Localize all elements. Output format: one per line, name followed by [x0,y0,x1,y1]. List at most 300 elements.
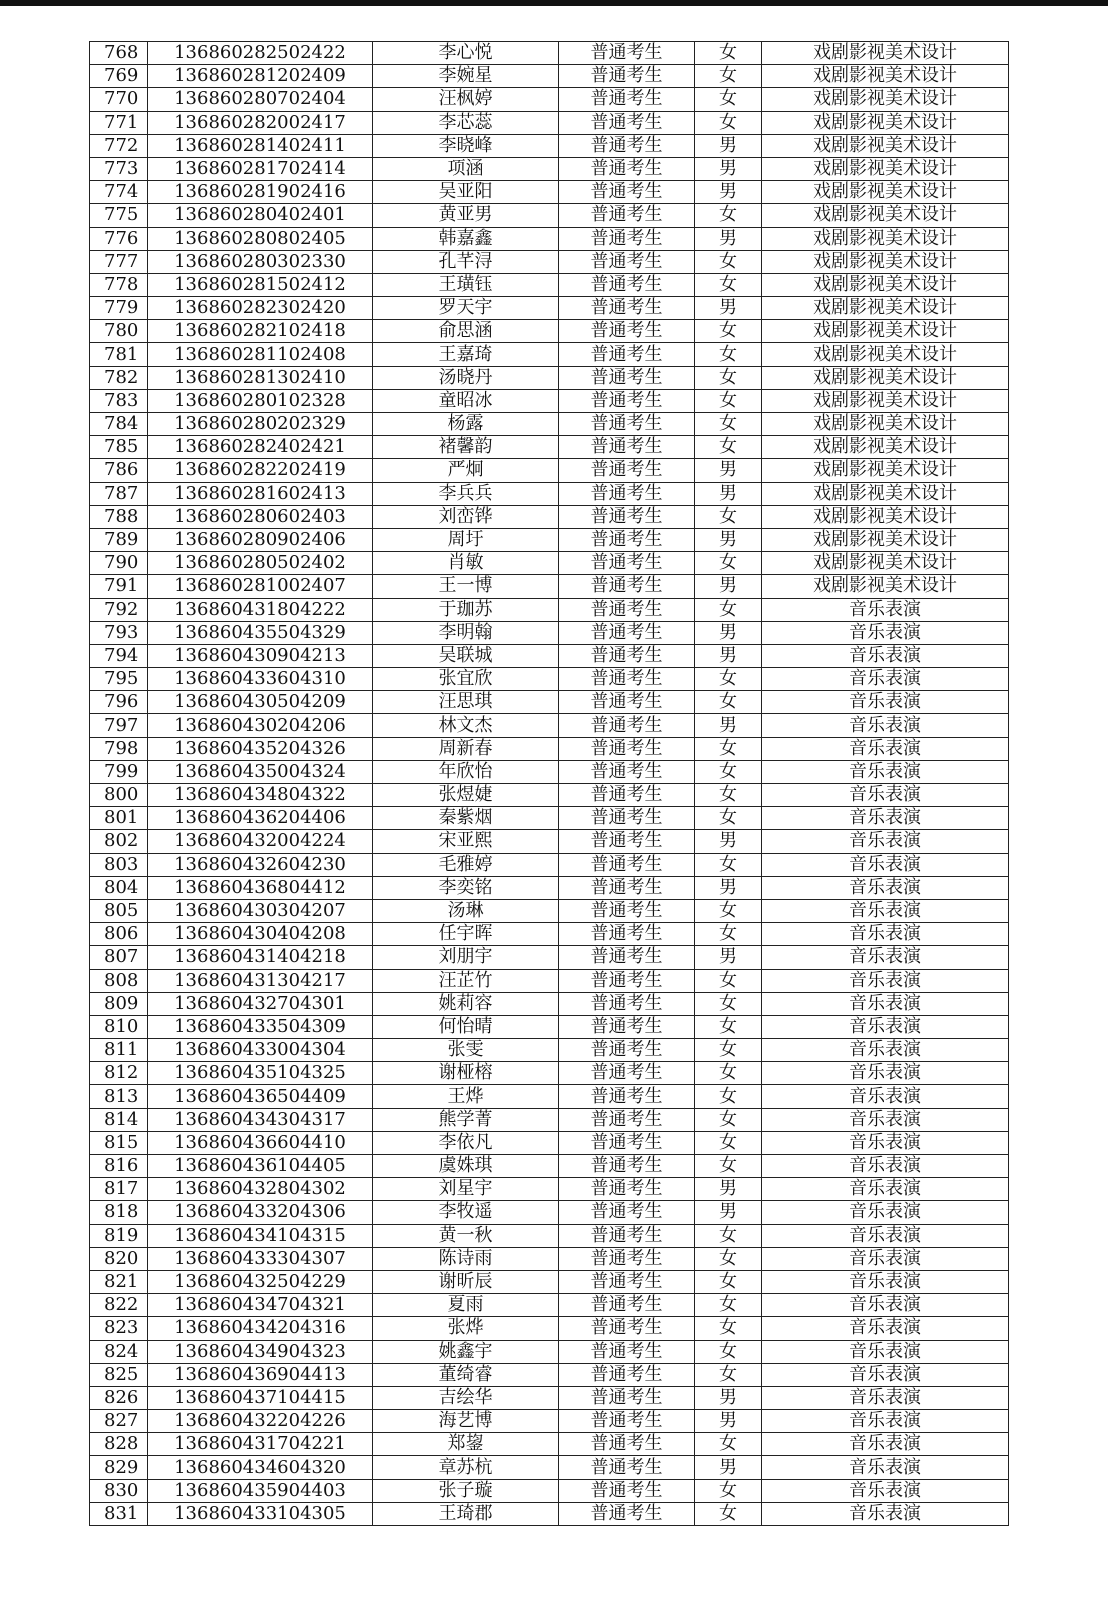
row-number-cell: 773 [90,157,148,180]
top-border-rule [0,0,1108,6]
candidate-name-cell: 姚莉容 [373,992,559,1015]
major-cell: 音乐表演 [762,1363,1009,1386]
candidate-type-cell: 普通考生 [559,807,695,830]
gender-cell: 男 [695,181,762,204]
candidate-type-cell: 普通考生 [559,1085,695,1108]
table-row [90,88,1009,111]
gender-cell: 男 [695,157,762,180]
major-cell: 音乐表演 [762,1178,1009,1201]
admission-list-table [89,41,1009,1526]
table-row [90,1410,1009,1433]
candidate-id-cell: 136860431304217 [148,969,373,992]
candidate-name-cell: 刘星宇 [373,1178,559,1201]
gender-cell: 女 [695,1062,762,1085]
candidate-id-cell: 136860281602413 [148,482,373,505]
gender-cell: 女 [695,1108,762,1131]
major-cell: 戏剧影视美术设计 [762,366,1009,389]
candidate-id-cell: 136860281002407 [148,575,373,598]
row-number-cell: 793 [90,621,148,644]
row-number-cell: 796 [90,691,148,714]
gender-cell: 男 [695,575,762,598]
candidate-name-cell: 李明翰 [373,621,559,644]
major-cell: 音乐表演 [762,853,1009,876]
candidate-id-cell: 136860434104315 [148,1224,373,1247]
candidate-id-cell: 136860434204316 [148,1317,373,1340]
major-cell: 戏剧影视美术设计 [762,528,1009,551]
candidate-name-cell: 孔芊浔 [373,250,559,273]
candidate-name-cell: 张雯 [373,1039,559,1062]
major-cell: 音乐表演 [762,714,1009,737]
candidate-type-cell: 普通考生 [559,1340,695,1363]
candidate-name-cell: 吉绘华 [373,1386,559,1409]
major-cell: 音乐表演 [762,784,1009,807]
row-number-cell: 802 [90,830,148,853]
table-row [90,1062,1009,1085]
major-cell: 戏剧影视美术设计 [762,575,1009,598]
candidate-name-cell: 熊学菁 [373,1108,559,1131]
candidate-name-cell: 李依凡 [373,1131,559,1154]
candidate-name-cell: 俞思涵 [373,320,559,343]
candidate-id-cell: 136860280402401 [148,204,373,227]
table-row [90,1131,1009,1154]
candidate-type-cell: 普通考生 [559,969,695,992]
table-body [90,42,1009,1526]
candidate-id-cell: 136860437104415 [148,1386,373,1409]
table-row [90,1270,1009,1293]
gender-cell: 男 [695,621,762,644]
table-row [90,668,1009,691]
table-row [90,65,1009,88]
candidate-name-cell: 张烨 [373,1317,559,1340]
candidate-type-cell: 普通考生 [559,853,695,876]
table-row [90,969,1009,992]
row-number-cell: 780 [90,320,148,343]
candidate-name-cell: 章苏杭 [373,1456,559,1479]
candidate-name-cell: 刘峦铧 [373,505,559,528]
table-row [90,436,1009,459]
major-cell: 音乐表演 [762,1340,1009,1363]
candidate-type-cell: 普通考生 [559,1247,695,1270]
table-row [90,830,1009,853]
major-cell: 音乐表演 [762,969,1009,992]
table-row [90,1294,1009,1317]
candidate-name-cell: 童昭冰 [373,389,559,412]
candidate-id-cell: 136860280702404 [148,88,373,111]
row-number-cell: 821 [90,1270,148,1293]
gender-cell: 男 [695,876,762,899]
major-cell: 音乐表演 [762,1015,1009,1038]
candidate-type-cell: 普通考生 [559,250,695,273]
table-row [90,598,1009,621]
candidate-type-cell: 普通考生 [559,65,695,88]
gender-cell: 男 [695,714,762,737]
table-row [90,42,1009,65]
table-row [90,714,1009,737]
candidate-type-cell: 普通考生 [559,88,695,111]
table-row [90,459,1009,482]
candidate-id-cell: 136860434304317 [148,1108,373,1131]
major-cell: 戏剧影视美术设计 [762,134,1009,157]
row-number-cell: 830 [90,1479,148,1502]
row-number-cell: 775 [90,204,148,227]
candidate-type-cell: 普通考生 [559,830,695,853]
table-row [90,181,1009,204]
candidate-name-cell: 肖敏 [373,552,559,575]
gender-cell: 女 [695,899,762,922]
candidate-type-cell: 普通考生 [559,1178,695,1201]
candidate-id-cell: 136860281102408 [148,343,373,366]
table-row [90,1201,1009,1224]
candidate-type-cell: 普通考生 [559,42,695,65]
candidate-id-cell: 136860280602403 [148,505,373,528]
row-number-cell: 785 [90,436,148,459]
candidate-id-cell: 136860436804412 [148,876,373,899]
candidate-name-cell: 李兵兵 [373,482,559,505]
row-number-cell: 779 [90,297,148,320]
candidate-name-cell: 谢桠榕 [373,1062,559,1085]
candidate-type-cell: 普通考生 [559,1410,695,1433]
candidate-name-cell: 李奕铭 [373,876,559,899]
candidate-type-cell: 普通考生 [559,1386,695,1409]
gender-cell: 女 [695,111,762,134]
major-cell: 音乐表演 [762,876,1009,899]
gender-cell: 男 [695,227,762,250]
table-row [90,737,1009,760]
candidate-type-cell: 普通考生 [559,343,695,366]
candidate-name-cell: 虞姝琪 [373,1155,559,1178]
row-number-cell: 770 [90,88,148,111]
major-cell: 音乐表演 [762,923,1009,946]
major-cell: 戏剧影视美术设计 [762,505,1009,528]
candidate-name-cell: 王烨 [373,1085,559,1108]
table-row [90,505,1009,528]
candidate-id-cell: 136860432004224 [148,830,373,853]
row-number-cell: 825 [90,1363,148,1386]
gender-cell: 女 [695,1363,762,1386]
table-row [90,297,1009,320]
gender-cell: 女 [695,784,762,807]
gender-cell: 女 [695,273,762,296]
candidate-id-cell: 136860281302410 [148,366,373,389]
major-cell: 音乐表演 [762,1294,1009,1317]
candidate-id-cell: 136860434604320 [148,1456,373,1479]
candidate-type-cell: 普通考生 [559,737,695,760]
gender-cell: 女 [695,88,762,111]
row-number-cell: 782 [90,366,148,389]
table-row [90,876,1009,899]
candidate-type-cell: 普通考生 [559,366,695,389]
candidate-id-cell: 136860436604410 [148,1131,373,1154]
candidate-id-cell: 136860280902406 [148,528,373,551]
gender-cell: 男 [695,1178,762,1201]
candidate-type-cell: 普通考生 [559,760,695,783]
major-cell: 音乐表演 [762,1456,1009,1479]
candidate-name-cell: 海艺博 [373,1410,559,1433]
row-number-cell: 815 [90,1131,148,1154]
row-number-cell: 790 [90,552,148,575]
major-cell: 戏剧影视美术设计 [762,389,1009,412]
candidate-type-cell: 普通考生 [559,1502,695,1525]
candidate-type-cell: 普通考生 [559,320,695,343]
candidate-name-cell: 周新春 [373,737,559,760]
candidate-type-cell: 普通考生 [559,946,695,969]
major-cell: 音乐表演 [762,1062,1009,1085]
gender-cell: 女 [695,1294,762,1317]
row-number-cell: 772 [90,134,148,157]
row-number-cell: 831 [90,1502,148,1525]
major-cell: 音乐表演 [762,737,1009,760]
table-row [90,899,1009,922]
gender-cell: 男 [695,644,762,667]
table-row [90,250,1009,273]
row-number-cell: 822 [90,1294,148,1317]
candidate-type-cell: 普通考生 [559,505,695,528]
candidate-name-cell: 毛雅婷 [373,853,559,876]
major-cell: 戏剧影视美术设计 [762,320,1009,343]
gender-cell: 女 [695,668,762,691]
candidate-name-cell: 汪枫婷 [373,88,559,111]
candidate-id-cell: 136860433004304 [148,1039,373,1062]
gender-cell: 女 [695,1085,762,1108]
candidate-id-cell: 136860434904323 [148,1340,373,1363]
row-number-cell: 799 [90,760,148,783]
candidate-name-cell: 黄一秋 [373,1224,559,1247]
candidate-id-cell: 136860433604310 [148,668,373,691]
candidate-id-cell: 136860432604230 [148,853,373,876]
candidate-type-cell: 普通考生 [559,204,695,227]
row-number-cell: 829 [90,1456,148,1479]
row-number-cell: 774 [90,181,148,204]
candidate-type-cell: 普通考生 [559,598,695,621]
table-row [90,552,1009,575]
candidate-name-cell: 杨露 [373,413,559,436]
candidate-name-cell: 李婉星 [373,65,559,88]
major-cell: 音乐表演 [762,1039,1009,1062]
candidate-name-cell: 罗天宇 [373,297,559,320]
gender-cell: 女 [695,598,762,621]
gender-cell: 女 [695,436,762,459]
table-row [90,1502,1009,1525]
candidate-id-cell: 136860434804322 [148,784,373,807]
table-row [90,1363,1009,1386]
table-row [90,760,1009,783]
row-number-cell: 826 [90,1386,148,1409]
candidate-type-cell: 普通考生 [559,1456,695,1479]
table-row [90,644,1009,667]
row-number-cell: 795 [90,668,148,691]
major-cell: 音乐表演 [762,1085,1009,1108]
row-number-cell: 789 [90,528,148,551]
row-number-cell: 788 [90,505,148,528]
major-cell: 戏剧影视美术设计 [762,343,1009,366]
candidate-name-cell: 吴亚阳 [373,181,559,204]
table-row [90,413,1009,436]
candidate-id-cell: 136860430504209 [148,691,373,714]
major-cell: 音乐表演 [762,1155,1009,1178]
candidate-id-cell: 136860430204206 [148,714,373,737]
major-cell: 音乐表演 [762,830,1009,853]
candidate-id-cell: 136860435004324 [148,760,373,783]
candidate-type-cell: 普通考生 [559,528,695,551]
gender-cell: 女 [695,204,762,227]
major-cell: 音乐表演 [762,1247,1009,1270]
gender-cell: 男 [695,134,762,157]
gender-cell: 女 [695,1224,762,1247]
candidate-type-cell: 普通考生 [559,644,695,667]
row-number-cell: 804 [90,876,148,899]
candidate-name-cell: 吴联城 [373,644,559,667]
row-number-cell: 797 [90,714,148,737]
row-number-cell: 805 [90,899,148,922]
gender-cell: 女 [695,1502,762,1525]
candidate-name-cell: 于珈苏 [373,598,559,621]
candidate-id-cell: 136860281502412 [148,273,373,296]
gender-cell: 女 [695,1317,762,1340]
gender-cell: 男 [695,459,762,482]
candidate-type-cell: 普通考生 [559,876,695,899]
major-cell: 戏剧影视美术设计 [762,552,1009,575]
candidate-id-cell: 136860281202409 [148,65,373,88]
gender-cell: 女 [695,691,762,714]
table-row [90,575,1009,598]
candidate-name-cell: 李芯蕊 [373,111,559,134]
candidate-type-cell: 普通考生 [559,181,695,204]
table-row [90,227,1009,250]
candidate-id-cell: 136860430404208 [148,923,373,946]
row-number-cell: 809 [90,992,148,1015]
table-row [90,204,1009,227]
row-number-cell: 803 [90,853,148,876]
candidate-id-cell: 136860431804222 [148,598,373,621]
row-number-cell: 817 [90,1178,148,1201]
gender-cell: 女 [695,737,762,760]
candidate-type-cell: 普通考生 [559,552,695,575]
row-number-cell: 806 [90,923,148,946]
candidate-type-cell: 普通考生 [559,134,695,157]
row-number-cell: 818 [90,1201,148,1224]
gender-cell: 女 [695,320,762,343]
table-row [90,992,1009,1015]
gender-cell: 女 [695,1039,762,1062]
major-cell: 戏剧影视美术设计 [762,111,1009,134]
major-cell: 戏剧影视美术设计 [762,436,1009,459]
table-row [90,1386,1009,1409]
gender-cell: 女 [695,1247,762,1270]
table-row [90,528,1009,551]
candidate-id-cell: 136860433504309 [148,1015,373,1038]
gender-cell: 男 [695,830,762,853]
candidate-name-cell: 项涵 [373,157,559,180]
candidate-id-cell: 136860431404218 [148,946,373,969]
candidate-id-cell: 136860280302330 [148,250,373,273]
candidate-name-cell: 宋亚熙 [373,830,559,853]
candidate-id-cell: 136860435104325 [148,1062,373,1085]
candidate-type-cell: 普通考生 [559,157,695,180]
table-row [90,807,1009,830]
table-row [90,923,1009,946]
gender-cell: 男 [695,482,762,505]
row-number-cell: 781 [90,343,148,366]
candidate-type-cell: 普通考生 [559,1108,695,1131]
candidate-type-cell: 普通考生 [559,459,695,482]
row-number-cell: 769 [90,65,148,88]
gender-cell: 女 [695,343,762,366]
gender-cell: 女 [695,1015,762,1038]
candidate-type-cell: 普通考生 [559,575,695,598]
gender-cell: 女 [695,1131,762,1154]
candidate-type-cell: 普通考生 [559,1294,695,1317]
candidate-name-cell: 严炯 [373,459,559,482]
row-number-cell: 776 [90,227,148,250]
major-cell: 音乐表演 [762,1386,1009,1409]
row-number-cell: 812 [90,1062,148,1085]
candidate-id-cell: 136860430304207 [148,899,373,922]
table-row [90,273,1009,296]
row-number-cell: 816 [90,1155,148,1178]
row-number-cell: 794 [90,644,148,667]
candidate-id-cell: 136860280202329 [148,413,373,436]
row-number-cell: 778 [90,273,148,296]
candidate-type-cell: 普通考生 [559,899,695,922]
major-cell: 音乐表演 [762,946,1009,969]
candidate-name-cell: 汤晓丹 [373,366,559,389]
candidate-type-cell: 普通考生 [559,1479,695,1502]
candidate-name-cell: 汪芷竹 [373,969,559,992]
table-row [90,1479,1009,1502]
candidate-type-cell: 普通考生 [559,1224,695,1247]
candidate-name-cell: 李心悦 [373,42,559,65]
candidate-name-cell: 谢昕辰 [373,1270,559,1293]
major-cell: 音乐表演 [762,1224,1009,1247]
major-cell: 戏剧影视美术设计 [762,88,1009,111]
row-number-cell: 827 [90,1410,148,1433]
major-cell: 戏剧影视美术设计 [762,250,1009,273]
major-cell: 戏剧影视美术设计 [762,181,1009,204]
candidate-name-cell: 任宇晖 [373,923,559,946]
table-row [90,784,1009,807]
candidate-type-cell: 普通考生 [559,992,695,1015]
candidate-type-cell: 普通考生 [559,1131,695,1154]
major-cell: 戏剧影视美术设计 [762,413,1009,436]
candidate-type-cell: 普通考生 [559,691,695,714]
major-cell: 音乐表演 [762,807,1009,830]
candidate-type-cell: 普通考生 [559,389,695,412]
candidate-id-cell: 136860281902416 [148,181,373,204]
table-row [90,1340,1009,1363]
table-row [90,1224,1009,1247]
gender-cell: 女 [695,552,762,575]
gender-cell: 女 [695,807,762,830]
major-cell: 音乐表演 [762,1201,1009,1224]
candidate-name-cell: 秦紫烟 [373,807,559,830]
candidate-type-cell: 普通考生 [559,111,695,134]
major-cell: 音乐表演 [762,760,1009,783]
candidate-id-cell: 136860436504409 [148,1085,373,1108]
major-cell: 音乐表演 [762,899,1009,922]
gender-cell: 女 [695,1479,762,1502]
candidate-name-cell: 林文杰 [373,714,559,737]
candidate-type-cell: 普通考生 [559,714,695,737]
major-cell: 音乐表演 [762,992,1009,1015]
candidate-type-cell: 普通考生 [559,436,695,459]
gender-cell: 女 [695,853,762,876]
candidate-id-cell: 136860433304307 [148,1247,373,1270]
gender-cell: 男 [695,1456,762,1479]
table-row [90,343,1009,366]
gender-cell: 女 [695,505,762,528]
row-number-cell: 823 [90,1317,148,1340]
candidate-id-cell: 136860282102418 [148,320,373,343]
